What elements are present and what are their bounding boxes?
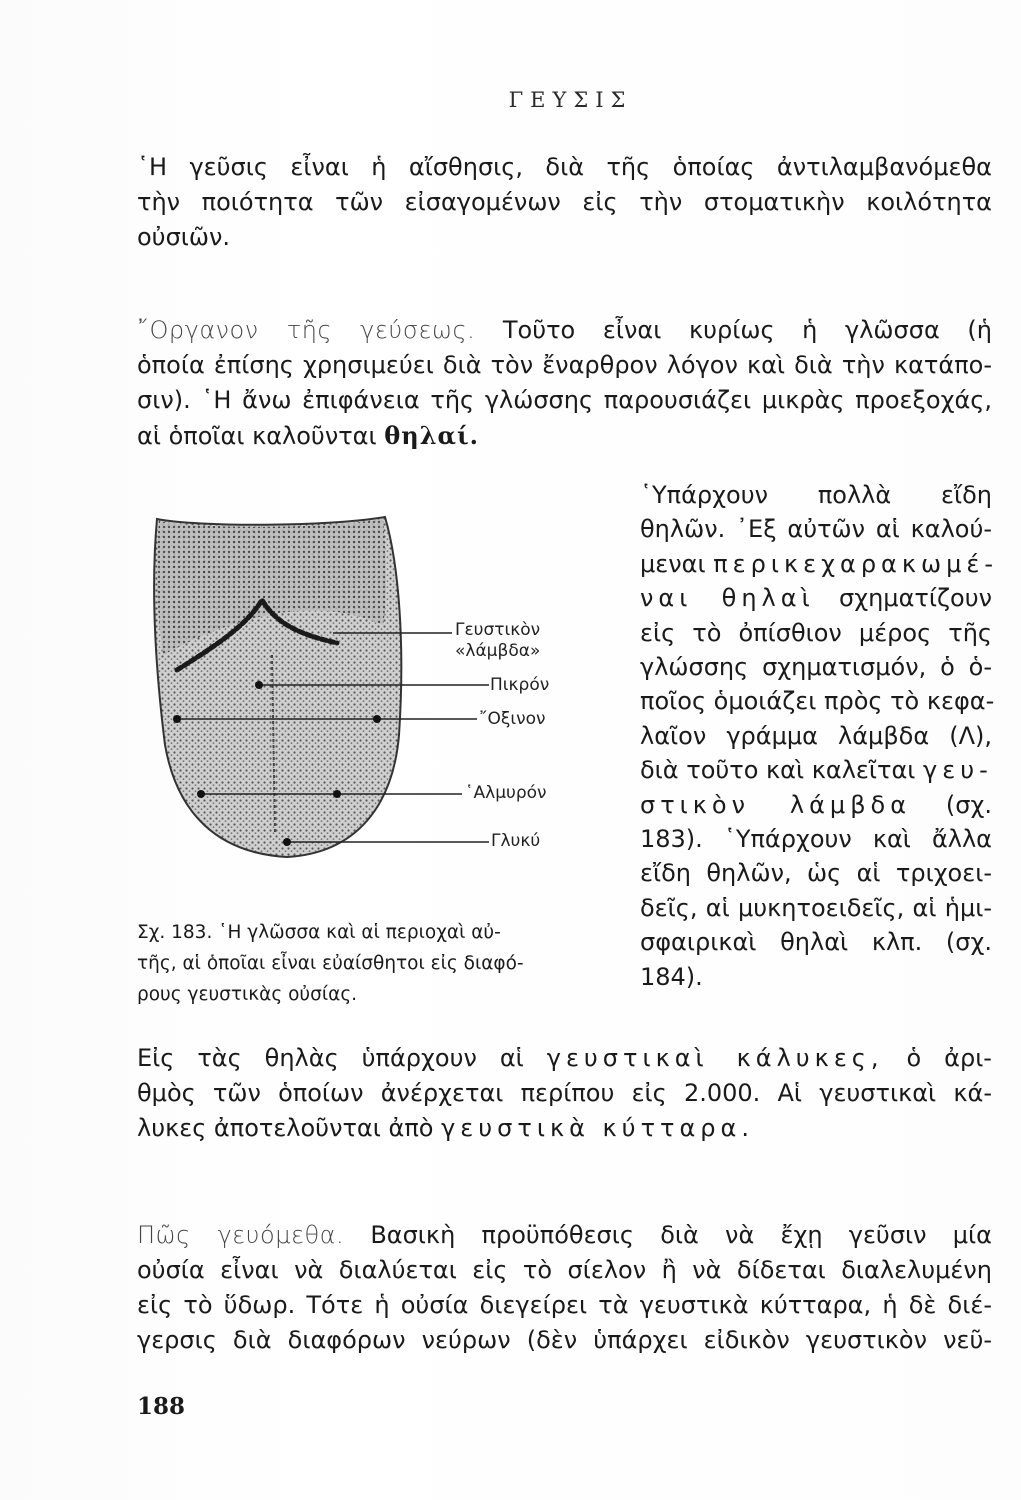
taste-heading: Πῶς γευόμεθα. — [137, 1221, 345, 1249]
label-bitter: Πικρόν — [490, 675, 550, 695]
organ-line-1 — [137, 313, 992, 348]
buds-line-1-end: ὁ ἀρι- — [906, 1044, 992, 1072]
col-line-8: λαῖον γράμμα λάμβδα (Λ), — [640, 721, 992, 750]
intro-line-3: οὐσιῶν. — [137, 223, 231, 251]
caption-line-1: Σχ. 183. ῾Η γλῶσσα καὶ αἱ περιοχαὶ αὐ- — [137, 922, 501, 943]
buds-line-3 — [137, 1111, 992, 1146]
organ-line-4 — [137, 418, 992, 454]
buds-line-2: θμὸς τῶν ὁποίων ἀνέρχεται περίπου εἰς 2.000. Αἱ γευστικαὶ κά- — [137, 1079, 992, 1107]
col-line-6: γλώσσης σχηματισμόν, ὁ ὁ- — [640, 653, 992, 682]
point-sweet — [283, 838, 291, 846]
organ-heading: ῎Οργανον τῆς γεύσεως. — [137, 316, 476, 344]
point-sour-left — [173, 715, 181, 723]
col-line-7: ποῖος ὁμοιάζει πρὸς τὸ κεφα- — [640, 687, 995, 716]
col-line-10-text: (σχ. — [945, 790, 992, 819]
point-sour-right — [373, 715, 381, 723]
buds-line-3-spaced: γευστικὰ κύτταρα. — [441, 1114, 754, 1142]
organ-paragraph — [137, 313, 992, 454]
buds-line-1-start: Εἰς τὰς θηλὰς ὑπάρχουν αἱ — [137, 1044, 524, 1072]
point-bitter — [255, 681, 263, 689]
page-number: 188 — [137, 1393, 186, 1420]
label-sour: ῎Οξινον — [479, 709, 546, 729]
taste-line-1 — [137, 1218, 992, 1253]
organ-line-1-text: Τοῦτο εἶναι κυρίως ἡ γλῶσσα (ἡ — [502, 316, 992, 344]
papillae-term: θηλαί. — [384, 421, 479, 450]
col-line-1: ῾Υπάρχουν πολλὰ εἴδη — [640, 481, 992, 509]
col-line-9-text: διὰ τοῦτο καὶ καλεῖται — [640, 756, 916, 785]
intro-line-2: τὴν ποιότητα τῶν εἰσαγομένων εἰς τὴν στοματικὴν κοιλότητα — [137, 188, 992, 216]
how-we-taste-paragraph — [137, 1218, 992, 1358]
col-line-4 — [640, 581, 992, 615]
col-line-5: εἰς τὸ ὀπίσθιον μέρος τῆς — [640, 618, 992, 647]
organ-line-4-text: αἱ ὁποῖαι καλοῦνται — [137, 422, 377, 450]
tongue-illustration — [137, 505, 617, 905]
caption-line-2: τῆς, αἱ ὁποῖαι εἶναι εὐαίσθητοι εἰς διαφό- — [137, 953, 524, 974]
col-line-15: 184). — [640, 962, 703, 991]
taste-line-2: οὐσία εἶναι νὰ διαλύεται εἰς τὸ σίελον ἢ νὰ δίδεται διαλελυμένη — [137, 1256, 992, 1284]
col-line-13: δεῖς, αἱ μυκητοειδεῖς, αἱ ἡμι- — [640, 893, 992, 922]
col-line-3-spaced: περικεχαρακωμέ- — [713, 549, 999, 578]
point-salty-left — [197, 790, 205, 798]
col-line-11: 183). ῾Υπάρχουν καὶ ἄλλα — [640, 825, 992, 854]
col-line-9 — [640, 753, 992, 787]
figure-caption — [137, 917, 607, 1010]
tongue-figure — [137, 505, 617, 905]
buds-line-1 — [137, 1041, 992, 1076]
col-line-14: σφαιρικαὶ θηλαὶ κλπ. (σχ. — [640, 928, 992, 957]
taste-line-4: γερσις διὰ διαφόρων νεύρων (δὲν ὑπάρχει εἰδικὸν γευστικὸν νεῦ- — [137, 1326, 992, 1354]
col-line-4-spaced: ναι θηλαὶ — [640, 584, 815, 613]
organ-line-2: ὁποία ἐπίσης χρησιμεύει διὰ τὸν ἔναρθρον λόγον καὶ διὰ τὴν κατάπο- — [137, 351, 992, 379]
taste-line-3: εἰς τὸ ὕδωρ. Τότε ἡ οὐσία διεγείρει τὰ γευστικὰ κύτταρα, ἡ δὲ διέ- — [137, 1291, 992, 1319]
label-sweet: Γλυκύ — [491, 831, 541, 851]
intro-paragraph — [137, 150, 992, 255]
col-line-3 — [640, 547, 999, 581]
intro-line-1: ῾Η γεῦσις εἶναι ἡ αἴσθησις, διὰ τῆς ὁποίας ἀντιλαμβανόμεθα — [137, 153, 992, 181]
col-line-10-spaced: στικὸν λάμβδα — [640, 790, 912, 819]
col-line-9-spaced: γευ- — [923, 756, 993, 785]
label-salty: ῾Αλμυρόν — [465, 783, 547, 803]
taste-line-1-text: Βασικὴ προϋπόθεσις διὰ νὰ ἔχῃ γεῦσιν μία — [370, 1221, 992, 1249]
taste-buds-paragraph — [137, 1041, 992, 1146]
col-line-12: εἴδη θηλῶν, ὡς αἱ τριχοει- — [640, 859, 992, 888]
col-line-2: θηλῶν. ᾿Εξ αὐτῶν αἱ καλού- — [640, 515, 992, 544]
col-line-3-text: μεναι — [640, 549, 706, 578]
point-salty-right — [333, 790, 341, 798]
running-title: ΓΕΥΣΙΣ — [508, 88, 633, 112]
caption-line-3: ρους γευστικὰς οὐσίας. — [137, 984, 358, 1005]
papillae-column — [640, 478, 999, 994]
buds-line-3-start: λυκες ἀποτελοῦνται ἀπὸ — [137, 1114, 434, 1142]
col-line-4-text: σχηματίζουν — [839, 584, 992, 613]
organ-line-3: σιν). ῾Η ἄνω ἐπιφάνεια τῆς γλώσσης παρουσιάζει μικρὰς προεξοχάς, — [137, 386, 992, 414]
buds-line-1-spaced: γευστικαὶ κάλυκες, — [546, 1044, 884, 1072]
label-lambda-2: «λάμβδα» — [455, 641, 541, 661]
label-lambda-1: Γευστικὸν — [455, 620, 541, 640]
col-line-10 — [640, 788, 992, 822]
